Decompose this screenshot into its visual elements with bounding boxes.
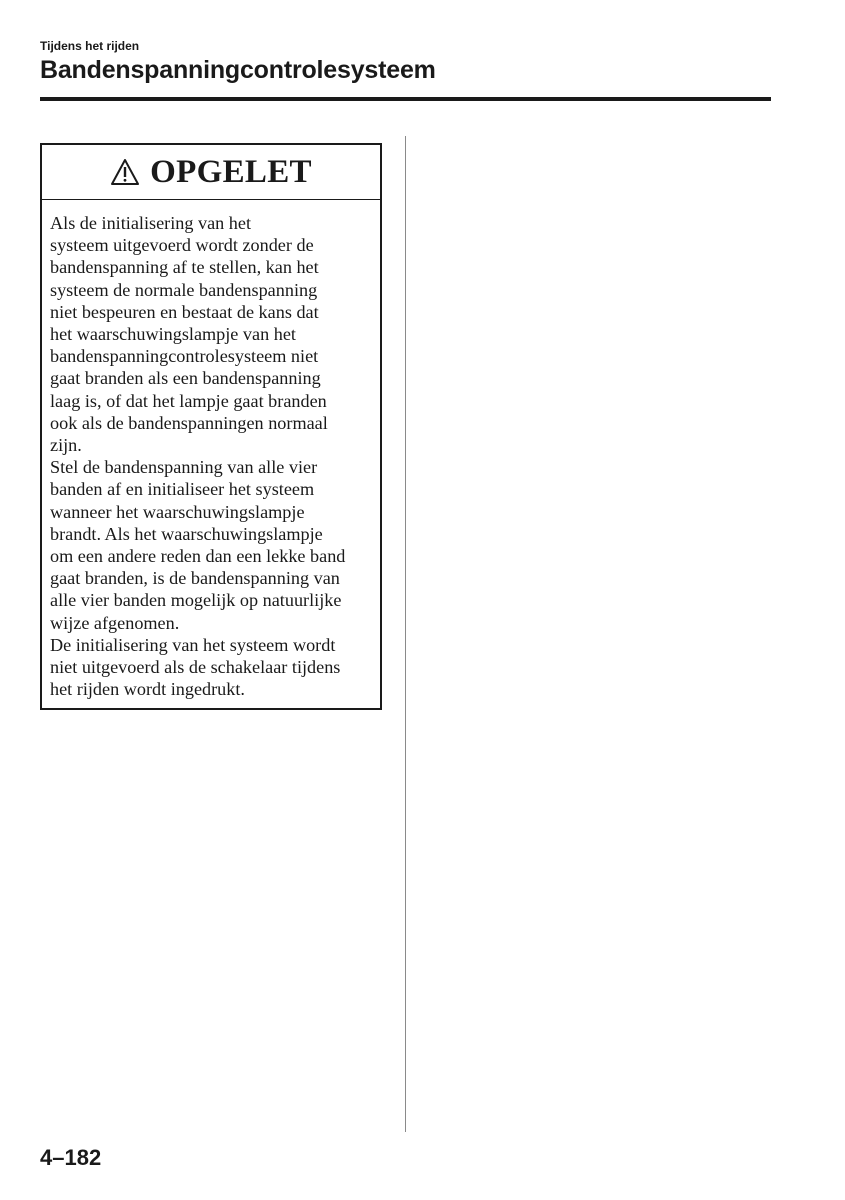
caution-text-line: Als de initialisering van het <box>50 213 252 233</box>
caution-text-line: niet bespeuren en bestaat de kans dat <box>50 301 319 322</box>
caution-text-line: bandenspanningcontrolesysteem niet <box>50 346 319 367</box>
section-label: Tijdens het rijden <box>40 39 140 53</box>
column-divider <box>405 136 406 1132</box>
caution-title: OPGELET <box>150 153 312 190</box>
caution-text-line: bandenspanning af te stellen, kan het <box>50 257 319 278</box>
page-number: 4–182 <box>40 1145 102 1170</box>
caution-text-line: zijn. <box>50 435 82 456</box>
caution-text-line: niet uitgevoerd als de schakelaar tijdens <box>50 657 341 678</box>
caution-text-line: laag is, of dat het lampje gaat branden <box>50 390 327 411</box>
caution-header <box>42 145 380 200</box>
caution-text-line: gaat branden als een bandenspanning <box>50 368 321 389</box>
caution-text-line: De initialisering van het systeem wordt <box>50 634 336 655</box>
caution-text-line: om een andere reden dan een lekke band <box>50 546 346 567</box>
caution-text-line: Stel de bandenspanning van alle vier <box>50 457 318 478</box>
caution-text-line: wijze afgenomen. <box>50 612 180 633</box>
caution-text-line: alle vier banden mogelijk op natuurlijke <box>50 590 342 611</box>
caution-text <box>42 200 380 700</box>
title-rule <box>40 97 771 101</box>
caution-box <box>40 143 382 710</box>
caution-text-line: brandt. Als het waarschuwingslampje <box>50 523 323 544</box>
caution-text-line: wanneer het waarschuwingslampje <box>50 501 305 522</box>
caution-text-line: ook als de bandenspanningen normaal <box>50 412 328 433</box>
caution-text-line: systeem de normale bandenspanning <box>50 279 318 300</box>
warning-triangle-icon <box>110 158 140 186</box>
caution-text-line: het rijden wordt ingedrukt. <box>50 679 245 700</box>
caution-text-line: banden af en initialiseer het systeem <box>50 479 315 500</box>
caution-text-line: systeem uitgevoerd wordt zonder de <box>50 235 314 256</box>
caution-text-line: gaat branden, is de bandenspanning van <box>50 568 340 589</box>
caution-text-line: het waarschuwingslampje van het <box>50 324 296 345</box>
page-title: Bandenspanningcontrolesysteem <box>40 56 436 84</box>
